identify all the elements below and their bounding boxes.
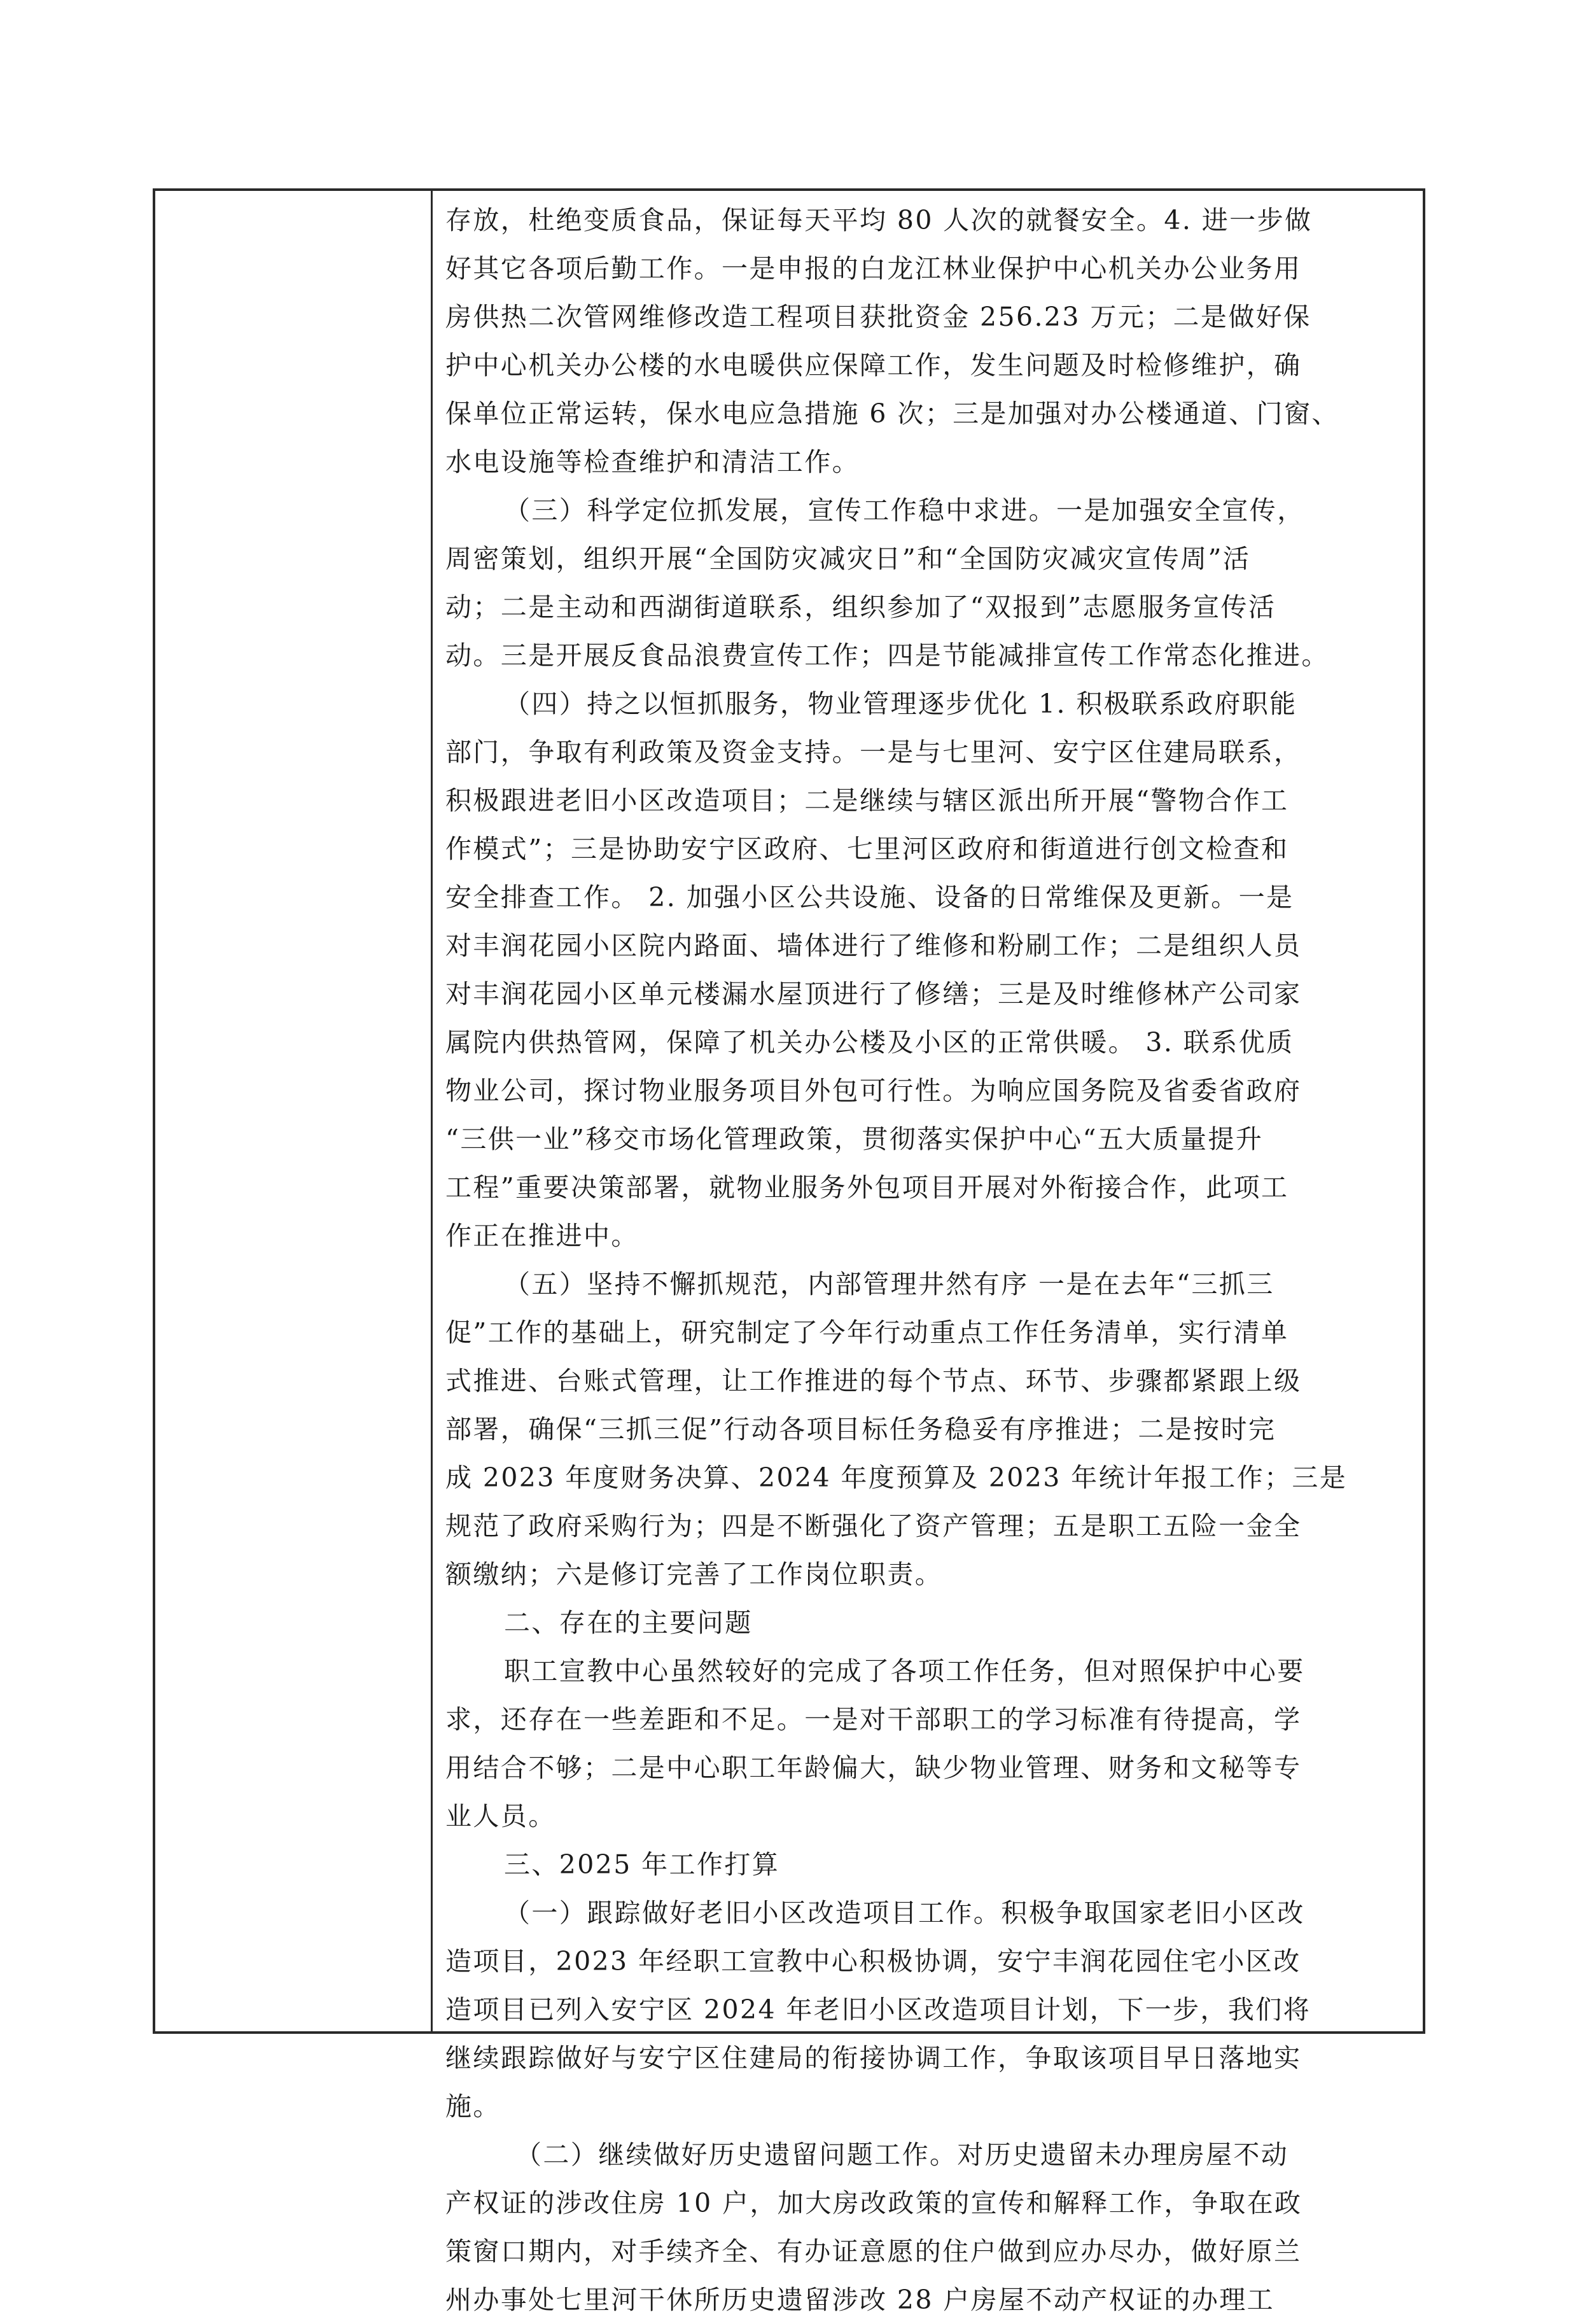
text-line: 工程”重要决策部署，就物业服务外包项目开展对外衔接合作，此项工 — [445, 1172, 1289, 1203]
text-line: 成 2023 年度财务决算、2024 年度预算及 2023 年统计年报工作；三是 — [445, 1462, 1348, 1493]
text-line: 积极跟进老旧小区改造项目；二是继续与辖区派出所开展“警物合作工 — [445, 785, 1289, 816]
text-line: 职工宣教中心虽然较好的完成了各项工作任务，但对照保护中心要 — [504, 1656, 1305, 1686]
text-line: 施。 — [445, 2091, 501, 2122]
text-line: 保单位正常运转，保水电应急措施 6 次；三是加强对办公楼通道、门窗、 — [445, 398, 1339, 429]
text-line: 护中心机关办公楼的水电暖供应保障工作，发生问题及时检修维护，确 — [445, 350, 1302, 381]
text-line: 属院内供热管网，保障了机关办公楼及小区的正常供暖。 3. 联系优质 — [445, 1027, 1294, 1058]
text-line: 水电设施等检查维护和清洁工作。 — [445, 447, 860, 477]
text-line: 对丰润花园小区单元楼漏水屋顶进行了修缮；三是及时维修林产公司家 — [445, 979, 1302, 1009]
section-heading-line: （四）持之以恒抓服务，物业管理逐步优化 1. 积极联系政府职能 — [504, 689, 1297, 719]
text-line: 继续跟踪做好与安宁区住建局的衔接协调工作，争取该项目早日落地实 — [445, 2043, 1302, 2073]
chapter-heading: 二、存在的主要问题 — [504, 1607, 753, 1638]
text-line: 规范了政府采购行为；四是不断强化了资产管理；五是职工五险一金全 — [445, 1511, 1302, 1541]
text-line: 造项目，2023 年经职工宣教中心积极协调，安宁丰润花园住宅小区改 — [445, 1946, 1301, 1977]
text-line: 对丰润花园小区院内路面、墙体进行了维修和粉刷工作；二是组织人员 — [445, 930, 1302, 961]
text-line: 式推进、台账式管理，让工作推进的每个节点、环节、步骤都紧跟上级 — [445, 1366, 1302, 1396]
section-heading-line: （二）继续做好历史遗留问题工作。对历史遗留未办理房屋不动 — [515, 2139, 1289, 2170]
table-content-cell — [433, 191, 1423, 2315]
text-line: 作正在推进中。 — [445, 1221, 639, 1251]
text-line: 安全排查工作。 2. 加强小区公共设施、设备的日常维保及更新。一是 — [445, 882, 1294, 913]
section-heading-line: （一）跟踪做好老旧小区改造项目工作。积极争取国家老旧小区改 — [504, 1898, 1305, 1928]
text-line: 部署，确保“三抓三促”行动各项目标任务稳妥有序推进；二是按时完 — [445, 1414, 1276, 1445]
text-line: 促”工作的基础上，研究制定了今年行动重点工作任务清单，实行清单 — [445, 1317, 1289, 1348]
text-line: 求，还存在一些差距和不足。一是对干部职工的学习标准有待提高，学 — [445, 1704, 1302, 1735]
text-line: 额缴纳；六是修订完善了工作岗位职责。 — [445, 1559, 943, 1590]
text-line: 州办事处七里河干休所历史遗留涉改 28 户房屋不动产权证的办理工 — [445, 2285, 1275, 2315]
text-line: 造项目已列入安宁区 2024 年老旧小区改造项目计划，下一步，我们将 — [445, 1994, 1311, 2025]
text-line: 策窗口期内，对手续齐全、有办证意愿的住户做到应办尽办，做好原兰 — [445, 2236, 1302, 2267]
text-line: 产权证的涉改住房 10 户，加大房改政策的宣传和解释工作，争取在政 — [445, 2188, 1302, 2218]
text-line: 房供热二次管网维修改造工程项目获批资金 256.23 万元；二是做好保 — [445, 302, 1311, 332]
chapter-heading: 三、2025 年工作打算 — [504, 1849, 780, 1880]
text-line: 部门，争取有利政策及资金支持。一是与七里河、安宁区住建局联系， — [445, 737, 1302, 767]
text-line: 周密策划，组织开展“全国防灾减灾日”和“全国防灾减灾宣传周”活 — [445, 543, 1251, 574]
text-line: “三供一业”移交市场化管理政策，贯彻落实保护中心“五大质量提升 — [445, 1124, 1264, 1154]
table-label-cell — [155, 191, 433, 2031]
text-line: 存放，杜绝变质食品，保证每天平均 80 人次的就餐安全。4. 进一步做 — [445, 205, 1313, 235]
form-table — [153, 188, 1425, 2315]
text-line: 动；二是主动和西湖街道联系，组织参加了“双报到”志愿服务宣传活 — [445, 592, 1276, 622]
text-line: 好其它各项后勤工作。一是申报的白龙江林业保护中心机关办公业务用 — [445, 253, 1302, 284]
section-heading-line: （五）坚持不懈抓规范，内部管理井然有序 一是在去年“三抓三 — [504, 1269, 1274, 1299]
text-line: 物业公司，探讨物业服务项目外包可行性。为响应国务院及省委省政府 — [445, 1075, 1302, 1106]
section-heading-line: （三）科学定位抓发展，宣传工作稳中求进。一是加强安全宣传， — [504, 495, 1305, 526]
text-line: 业人员。 — [445, 1801, 556, 1831]
text-line: 作模式”；三是协助安宁区政府、七里河区政府和街道进行创文检查和 — [445, 834, 1289, 864]
text-line: 用结合不够；二是中心职工年龄偏大，缺少物业管理、财务和文秘等专 — [445, 1753, 1302, 1783]
text-line: 动。三是开展反食品浪费宣传工作；四是节能减排宣传工作常态化推进。 — [445, 640, 1329, 671]
